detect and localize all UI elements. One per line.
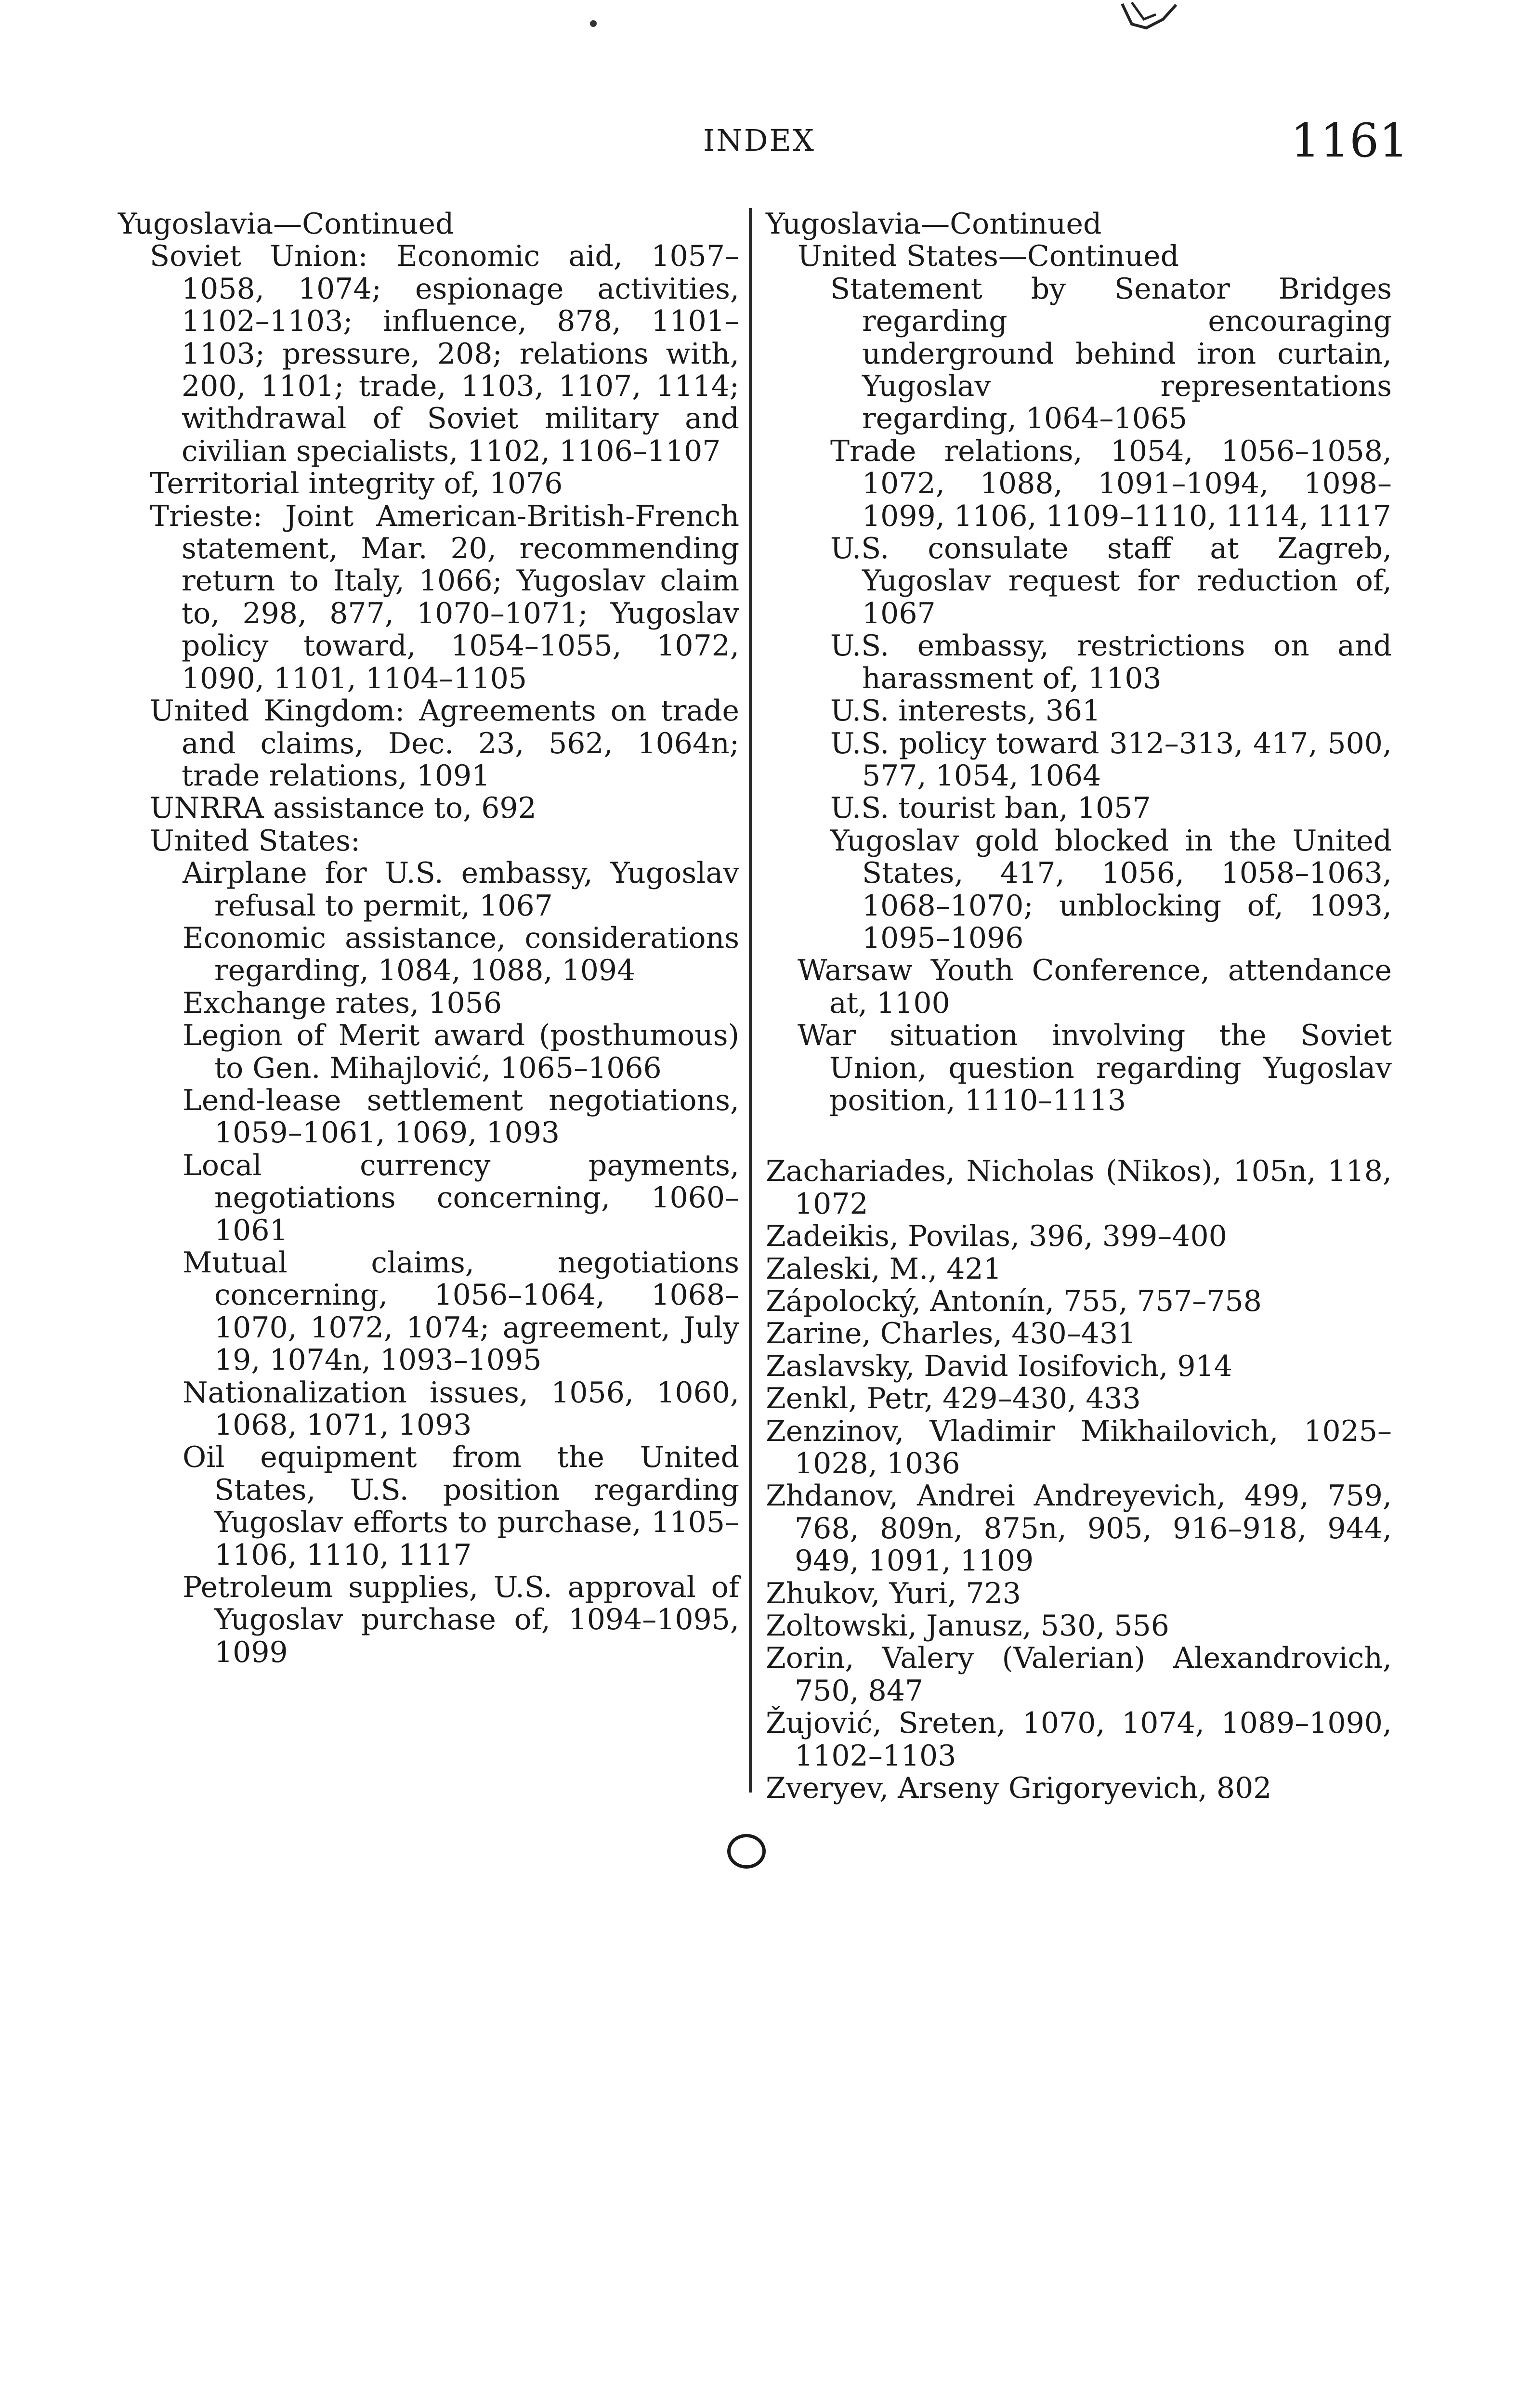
index-entry: Territorial integrity of, 1076 (150, 467, 563, 501)
index-entry: Oil equipment from the United States, U.S. position regarding Yugoslav efforts to purchase, 1105–1106, 1110, 1117 (183, 1440, 739, 1572)
index-entry: Legion of Merit award (posthumous) to Gen. Mihajlović, 1065–1066 (183, 1019, 739, 1085)
column-divider (749, 208, 752, 1793)
index-entry: Zaslavsky, David Iosifovich, 914 (766, 1349, 1232, 1383)
index-entry: Nationalization issues, 1056, 1060, 1068, 1071, 1093 (183, 1375, 739, 1442)
index-entry: Zoltowski, Janusz, 530, 556 (766, 1609, 1169, 1643)
index-entry: Zhukov, Yuri, 723 (766, 1576, 1021, 1610)
index-column-left (118, 208, 739, 1669)
index-entry: Zenkl, Petr, 429–430, 433 (766, 1382, 1141, 1416)
index-entry: Zhdanov, Andrei Andreyevich, 499, 759, 768, 809n, 875n, 905, 916–918, 944, 949, 1091, 1109 (766, 1479, 1392, 1578)
index-entry: United States: (150, 824, 361, 858)
index-entry: Zachariades, Nicholas (Nikos), 105n, 118, 1072 (766, 1154, 1392, 1221)
index-entry: Žujović, Sreten, 1070, 1074, 1089–1090, 1102–1103 (766, 1706, 1392, 1773)
index-entry: Zenzinov, Vladimir Mikhailovich, 1025–1028, 1036 (766, 1414, 1392, 1481)
page-number: 1161 (1291, 114, 1409, 168)
index-entry: UNRRA assistance to, 692 (150, 791, 537, 825)
index-entry: War situation involving the Soviet Union, question regarding Yugoslav position, 1110–1113 (798, 1019, 1392, 1117)
stray-ink-dot (590, 20, 597, 27)
index-entry: Zorin, Valery (Valerian) Alexandrovich, 750, 847 (766, 1641, 1392, 1708)
index-entry: Soviet Union: Economic aid, 1057–1058, 1074; espionage activities, 1102–1103; influence, 878, 1101–1103; pressure, 208; relations with, 200, 1101; trade, 1103, 1107, 1114; withdrawal of Soviet military and civilian specialists, 1102, 1106–1107 (150, 239, 739, 468)
index-entry: U.S. interests, 361 (830, 694, 1101, 728)
index-entry: Petroleum supplies, U.S. approval of Yugoslav purchase of, 1094–1095, 1099 (183, 1570, 739, 1669)
index-entry: Zadeikis, Povilas, 396, 399–400 (766, 1219, 1227, 1254)
running-header: INDEX (703, 123, 815, 158)
index-entry: Local currency payments, negotiations concerning, 1060–1061 (183, 1148, 739, 1247)
index-entry: U.S. consulate staff at Zagreb, Yugoslav request for reduction of, 1067 (830, 532, 1392, 630)
index-column-right (766, 208, 1392, 1805)
index-entry: Zarine, Charles, 430–431 (766, 1317, 1137, 1351)
index-entry: Yugoslav gold blocked in the United States, 417, 1056, 1058–1063, 1068–1070; unblocking of, 1093, 1095–1096 (830, 824, 1392, 955)
index-entry: Airplane for U.S. embassy, Yugoslav refusal to permit, 1067 (183, 856, 739, 923)
index-entry: Statement by Senator Bridges regarding encouraging underground behind iron curtain, Yugoslav representations regarding, 1064–1065 (830, 272, 1392, 436)
index-entry: Zveryev, Arseny Grigoryevich, 802 (766, 1771, 1272, 1806)
section-gap (766, 1117, 1392, 1155)
index-entry: Exchange rates, 1056 (183, 986, 502, 1020)
index-entry: Warsaw Youth Conference, attendance at, 1100 (798, 954, 1392, 1020)
index-entry: Yugoslavia—Continued (766, 207, 1102, 241)
end-of-index-mark (727, 1834, 766, 1869)
stray-ink-mark (1117, 0, 1180, 35)
index-entry: Zaleski, M., 421 (766, 1252, 1002, 1286)
index-entry: United Kingdom: Agreements on trade and claims, Dec. 23, 562, 1064n; trade relations, 1091 (150, 694, 739, 793)
index-entry: Lend-lease settlement negotiations, 1059–1061, 1069, 1093 (183, 1083, 739, 1150)
index-entry: United States—Continued (798, 239, 1179, 274)
index-entry: Mutual claims, negotiations concerning, 1056–1064, 1068–1070, 1072, 1074; agreement, July 19, 1074n, 1093–1095 (183, 1246, 739, 1377)
index-entry: U.S. policy toward 312–313, 417, 500, 577, 1054, 1064 (830, 726, 1392, 793)
index-entry: U.S. tourist ban, 1057 (830, 791, 1151, 825)
index-entry: U.S. embassy, restrictions on and harassment of, 1103 (830, 629, 1392, 695)
index-entry: Trade relations, 1054, 1056–1058, 1072, 1088, 1091–1094, 1098–1099, 1106, 1109–1110, 1114, 1117 (830, 434, 1392, 533)
index-entry: Economic assistance, considerations regarding, 1084, 1088, 1094 (183, 921, 739, 988)
index-entry: Zápolocký, Antonín, 755, 757–758 (766, 1284, 1262, 1318)
index-entry: Trieste: Joint American-British-French statement, Mar. 20, recommending return to Italy, 1066; Yugoslav claim to, 298, 877, 1070–1071; Yugoslav policy toward, 1054–1055, 1072, 1090, 1101, 1104–1105 (150, 499, 739, 695)
index-entry: Yugoslavia—Continued (118, 207, 454, 241)
